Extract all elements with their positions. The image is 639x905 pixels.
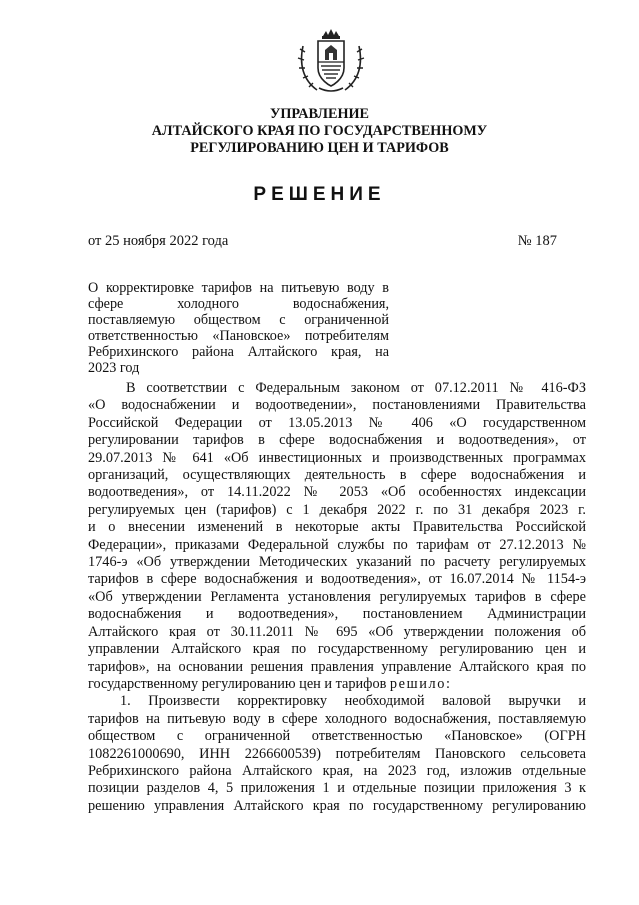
subject-line: Ребрихинского района Алтайского края, на bbox=[88, 344, 389, 360]
body-line: водоснабжения и водоотведения», постановлением Администрации bbox=[88, 606, 586, 623]
body-line: 1746-э «Об утверждении Методических указаний по расчету регулируемых bbox=[88, 554, 586, 571]
body-line: решению управления Алтайского края по государственному регулированию bbox=[88, 797, 586, 814]
subject-line: 2023 год bbox=[88, 360, 140, 376]
subject-line: ответственностью «Пановское» потребителям bbox=[88, 328, 389, 344]
body-line: Ребрихинского района Алтайского края, на 2023 год, изложив отдельные bbox=[88, 762, 586, 779]
altai-krai-coat-of-arms-icon bbox=[295, 28, 367, 96]
body-line: «Об утверждении Регламента установления регулируемых тарифов в сфере bbox=[88, 588, 586, 605]
body-line-text: государственному регулированию цен и тарифов bbox=[88, 675, 387, 692]
body-line: и о внесении изменений в некоторые акты Правительства Российской bbox=[88, 519, 586, 536]
body-line: организаций, осуществляющих деятельность в сфере водоснабжения и bbox=[88, 467, 586, 484]
document-date: от 25 ноября 2022 года bbox=[88, 233, 229, 249]
organization-header bbox=[0, 106, 639, 157]
org-line-3: РЕГУЛИРОВАНИЮ ЦЕН И ТАРИФОВ bbox=[190, 140, 449, 156]
body-line: тарифов на питьевую воду в сфере холодного водоснабжения, поставляемую bbox=[88, 710, 586, 727]
body-line: управлении Алтайского края по государственному регулированию цен и bbox=[88, 641, 586, 658]
body-line: Российской Федерации от 13.05.2013 № 406 «О государственном bbox=[88, 414, 586, 431]
document-body bbox=[88, 380, 586, 815]
resolved-word: решило: bbox=[389, 675, 452, 692]
subject-line: поставляемую обществом с ограниченной bbox=[88, 312, 389, 328]
body-line: 1082261000690, ИНН 2266600539) потребителям Пановского сельсовета bbox=[88, 745, 586, 762]
subject-line: сфере холодного водоснабжения, bbox=[88, 296, 389, 312]
body-line: В соответствии с Федеральным законом от 07.12.2011 № 416-ФЗ bbox=[126, 380, 586, 396]
document-type-title: РЕШЕНИЕ bbox=[253, 184, 386, 205]
body-line: «О водоснабжении и водоотведении», постановлениями Правительства bbox=[88, 397, 586, 414]
body-line: Алтайского края от 30.11.2011 № 695 «Об утверждении положения об bbox=[88, 623, 586, 640]
body-line: тарифов», на основании решения правления управление Алтайского края по bbox=[88, 658, 586, 675]
org-line-1: УПРАВЛЕНИЕ bbox=[269, 106, 370, 122]
body-line: регулируемых цен (тарифов) с 1 декабря 2022 г. по 31 декабря 2023 г. bbox=[88, 501, 586, 518]
body-line: водоотведения», от 14.11.2022 № 2053 «Об особенностях индексации bbox=[88, 484, 586, 501]
body-line: 1. Произвести корректировку необходимой валовой выручки и bbox=[120, 693, 586, 710]
subject-line: О корректировке тарифов на питьевую воду в bbox=[88, 280, 389, 296]
body-line: позиции разделов 4, 5 приложения 1 и отдельные позиции приложения 3 к bbox=[88, 780, 586, 797]
body-line bbox=[88, 676, 586, 693]
body-line: Федерации», приказами Федеральной службы по тарифам от 27.12.2013 № bbox=[88, 536, 586, 553]
document-number: № 187 bbox=[517, 233, 557, 249]
body-line: 29.07.2013 № 641 «Об инвестиционных и производственных программах bbox=[88, 449, 586, 466]
body-line: тарифов в сфере водоснабжения и водоотведения», от 16.07.2014 № 1154-э bbox=[88, 571, 586, 588]
body-line: регулировании тарифов в сфере водоснабжения и водоотведения», от bbox=[88, 432, 586, 449]
org-line-2: АЛТАЙСКОГО КРАЯ ПО ГОСУДАРСТВЕННОМУ bbox=[151, 123, 488, 139]
body-line: обществом с ограниченной ответственностью «Пановское» (ОГРН bbox=[88, 728, 586, 745]
document-subject bbox=[88, 280, 389, 376]
